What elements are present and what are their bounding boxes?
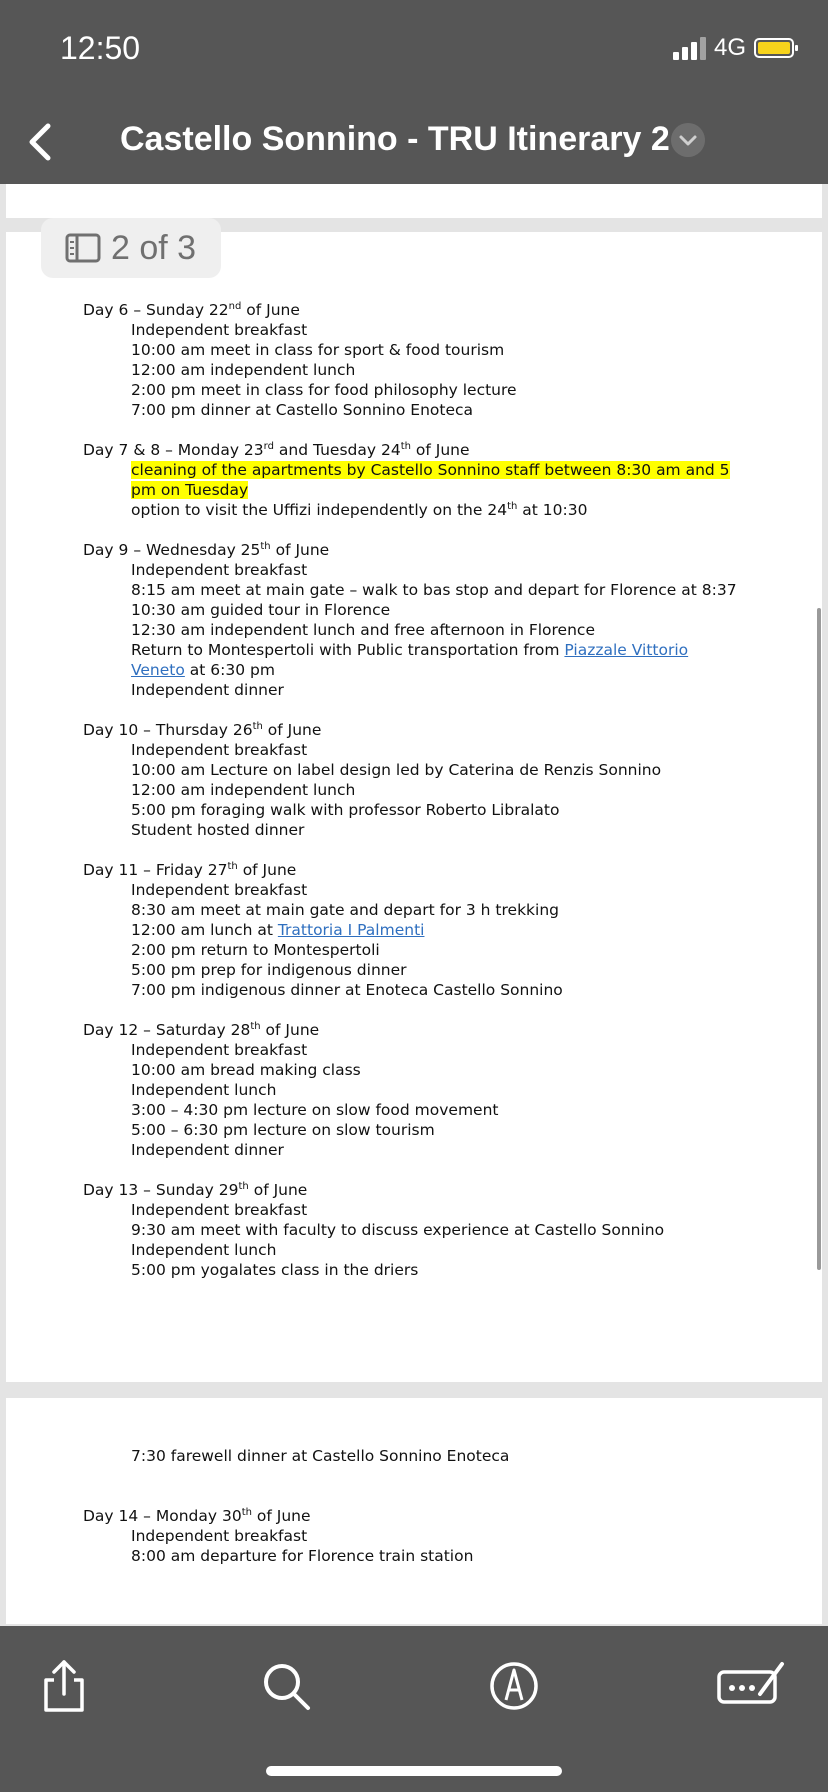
itinerary-item: 8:00 am departure for Florence train station	[131, 1547, 474, 1565]
itinerary-item: 8:30 am meet at main gate and depart for 3 h trekking	[131, 901, 559, 919]
itinerary-item: 2:00 pm meet in class for food philosophy lecture	[131, 381, 517, 399]
itinerary-item: Independent lunch	[131, 1241, 277, 1259]
itinerary-item: Student hosted dinner	[131, 821, 305, 839]
document-title[interactable]: Castello Sonnino - TRU Itinerary 2	[120, 120, 670, 158]
itinerary-item: 2:00 pm return to Montespertoli	[131, 941, 380, 959]
page-3-content	[83, 1446, 743, 1586]
page-layout-icon	[65, 233, 101, 263]
day-title: Day 12 – Saturday 28th of June	[83, 1020, 320, 1039]
itinerary-item: 9:30 am meet with faculty to discuss experience at Castello Sonnino	[131, 1221, 665, 1239]
scrollbar[interactable]	[817, 608, 821, 1270]
itinerary-item: 5:00 pm yogalates class in the driers	[131, 1261, 419, 1279]
piazzale-link[interactable]: Piazzale Vittorio Veneto	[131, 641, 689, 679]
itinerary-item: Independent breakfast	[131, 561, 308, 579]
day-block	[83, 540, 743, 700]
itinerary-item: Independent breakfast	[131, 741, 308, 759]
itinerary-item: 7:00 pm dinner at Castello Sonnino Enoteca	[131, 401, 474, 419]
itinerary-item: 3:00 – 4:30 pm lecture on slow food movement	[131, 1101, 499, 1119]
signature-icon[interactable]	[716, 1656, 786, 1716]
day-block	[83, 860, 743, 1000]
day-block	[83, 1180, 743, 1280]
itinerary-item: Independent breakfast	[131, 321, 308, 339]
itinerary-item: Independent breakfast	[131, 1527, 308, 1545]
share-icon[interactable]	[34, 1656, 94, 1716]
itinerary-item: 12:00 am independent lunch	[131, 781, 356, 799]
status-indicators	[673, 34, 794, 62]
itinerary-item: 10:00 am bread making class	[131, 1061, 361, 1079]
itinerary-item: Independent lunch	[131, 1081, 277, 1099]
itinerary-item: Independent breakfast	[131, 1041, 308, 1059]
itinerary-item: Independent breakfast	[131, 1201, 308, 1219]
itinerary-item: 8:15 am meet at main gate – walk to bas stop and depart for Florence at 8:37	[131, 581, 737, 599]
itinerary-item: 12:30 am independent lunch and free afternoon in Florence	[131, 621, 595, 639]
itinerary-item: 7:30 farewell dinner at Castello Sonnino Enoteca	[131, 1447, 510, 1465]
day-title: Day 14 – Monday 30th of June	[83, 1506, 311, 1525]
itinerary-item: option to visit the Uffizi independently on the 24th at 10:30	[131, 500, 588, 519]
itinerary-item: 12:00 am independent lunch	[131, 361, 356, 379]
day-title: Day 7 & 8 – Monday 23rd and Tuesday 24th of June	[83, 440, 470, 459]
battery-icon	[754, 38, 794, 58]
day-block	[83, 1506, 743, 1566]
itinerary-item: 12:00 am lunch at Trattoria I Palmenti	[131, 921, 425, 939]
highlighted-item: cleaning of the apartments by Castello Sonnino staff between 8:30 am and 5 pm on Tuesday	[131, 461, 730, 499]
page-indicator[interactable]	[41, 218, 221, 278]
day-block	[83, 300, 743, 420]
page-1-tail	[6, 184, 822, 218]
chevron-down-icon[interactable]	[671, 123, 705, 157]
itinerary-item: 5:00 pm prep for indigenous dinner	[131, 961, 407, 979]
itinerary-item: 5:00 pm foraging walk with professor Roberto Libralato	[131, 801, 560, 819]
day-title: Day 9 – Wednesday 25th of June	[83, 540, 330, 559]
day-title: Day 10 – Thursday 26th of June	[83, 720, 322, 739]
status-time: 12:50	[60, 30, 141, 66]
day-title: Day 13 – Sunday 29th of June	[83, 1180, 308, 1199]
back-chevron-icon[interactable]	[22, 118, 58, 166]
itinerary-item: Return to Montespertoli with Public transportation from Piazzale Vittorio Veneto at 6:30 pm	[131, 641, 689, 679]
itinerary-content	[83, 300, 743, 1300]
day-block	[83, 1020, 743, 1160]
header-bar	[0, 0, 828, 184]
network-label: 4G	[713, 34, 746, 61]
search-icon[interactable]	[256, 1656, 316, 1716]
itinerary-item: Independent dinner	[131, 1141, 284, 1159]
day-title: Day 6 – Sunday 22nd of June	[83, 300, 300, 319]
day-block	[83, 720, 743, 840]
itinerary-item: Independent dinner	[131, 681, 284, 699]
page-indicator-label: 2 of 3	[111, 228, 197, 267]
itinerary-item: 7:00 pm indigenous dinner at Enoteca Castello Sonnino	[131, 981, 563, 999]
itinerary-item: Independent breakfast	[131, 881, 308, 899]
day-title: Day 11 – Friday 27th of June	[83, 860, 297, 879]
home-indicator[interactable]	[266, 1766, 562, 1776]
itinerary-item: 10:00 am meet in class for sport & food tourism	[131, 341, 505, 359]
day-block	[83, 440, 743, 520]
itinerary-item: 10:30 am guided tour in Florence	[131, 601, 391, 619]
itinerary-item: 5:00 – 6:30 pm lecture on slow tourism	[131, 1121, 435, 1139]
itinerary-item: 10:00 am Lecture on label design led by Caterina de Renzis Sonnino	[131, 761, 662, 779]
markup-icon[interactable]	[484, 1656, 544, 1716]
signal-icon	[673, 36, 706, 60]
trattoria-link[interactable]: Trattoria I Palmenti	[277, 921, 425, 939]
